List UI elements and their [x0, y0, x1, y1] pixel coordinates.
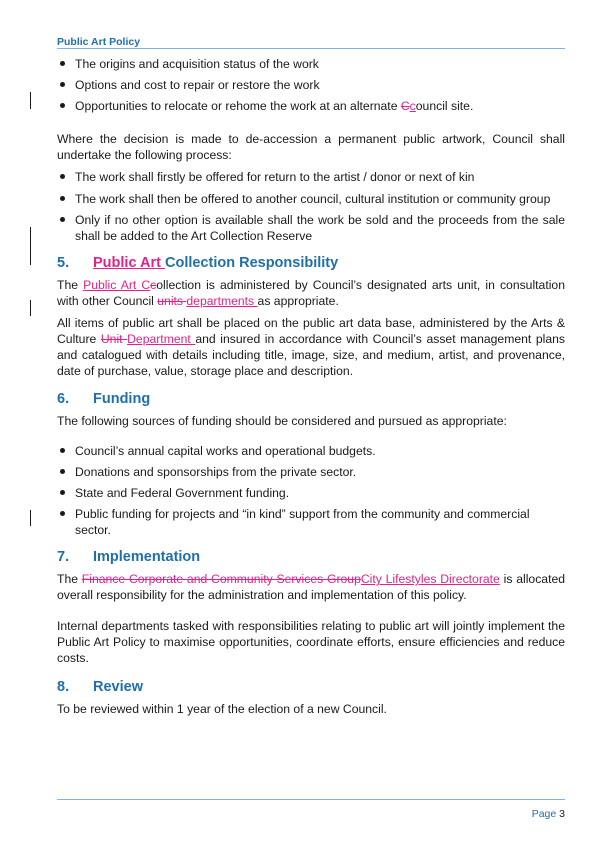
- list-item: The work shall then be offered to another council, cultural institution or community group: [57, 191, 565, 207]
- deleted-text: Finance Corporate and Community Services Group: [81, 572, 361, 587]
- departments-paragraph: Internal departments tasked with responsibilities relating to public art will jointly implement the Public Art Policy to maximise opportunities, coordinate efforts, ensure efficiencies and reduce costs.: [57, 618, 565, 665]
- page-body: [57, 56, 565, 723]
- header-divider: [57, 48, 565, 49]
- bullet-icon: [60, 103, 65, 108]
- bullet-icon: [60, 82, 65, 87]
- bullet-icon: [60, 217, 65, 222]
- list-item: Council’s annual capital works and operational budgets.: [57, 443, 565, 459]
- change-bar: [30, 510, 31, 526]
- inserted-text: City Lifestyles Directorate: [360, 572, 500, 587]
- bullet-icon: [60, 61, 65, 66]
- section-heading-7: 7. Implementation: [57, 549, 201, 566]
- deleted-text: c: [150, 277, 157, 292]
- deaccession-process-list: [57, 169, 565, 243]
- page-header: [57, 36, 565, 50]
- list-item: Public funding for projects and “in kind” support from the community and commercial sector.: [57, 506, 565, 538]
- inserted-text: c: [409, 99, 416, 114]
- list-item: State and Federal Government funding.: [57, 485, 565, 501]
- page-number: Page 3: [531, 808, 565, 820]
- bullet-icon: [60, 511, 65, 516]
- database-paragraph: All items of public art shall be placed on the public art data base, administered by the Arts & Culture Unit Department and insured in accordance with Council’s asset management plans and catalogued with details including title, image, size, and medium, artist, and provenance, date of purchase, value, storage place and description.: [57, 316, 565, 379]
- deleted-text: Unit: [100, 332, 128, 347]
- footer-divider: [57, 799, 565, 800]
- responsibility-paragraph: The Finance Corporate and Community Services GroupCity Lifestyles Directorate is allocated overall responsibility for the administration and implementation of this policy.: [57, 572, 566, 603]
- bullet-icon: [60, 196, 65, 201]
- collection-admin-paragraph: The Public Art Ccollection is administered by Council’s designated arts unit, in consultation with other Council units departments as appropriate.: [57, 277, 565, 309]
- change-bar: [30, 300, 31, 316]
- change-bar: [30, 92, 31, 109]
- funding-sources-list: [57, 443, 565, 538]
- review-paragraph: To be reviewed within 1 year of the election of a new Council.: [57, 701, 387, 716]
- bullet-icon: [60, 490, 65, 495]
- inserted-text: Public Art C: [83, 277, 151, 292]
- section-heading-6: 6. Funding: [57, 390, 151, 407]
- list-item: Options and cost to repair or restore the work: [57, 77, 565, 93]
- deleted-text: C: [400, 99, 410, 114]
- section-heading-8: 8. Review: [57, 678, 143, 695]
- bullet-icon: [60, 469, 65, 474]
- change-bar: [30, 227, 31, 265]
- inserted-text: departments: [186, 294, 258, 309]
- section-heading-5: 5. Public Art Collection Responsibility: [57, 254, 339, 271]
- list-item: Only if no other option is available shall the work be sold and the proceeds from the sale shall be added to the Art Collection Reserve: [57, 212, 565, 244]
- deleted-text: units: [157, 294, 187, 309]
- deaccession-paragraph: Where the decision is made to de-accession a permanent public artwork, Council shall undertake the following process:: [57, 132, 565, 163]
- list-item: The origins and acquisition status of the work: [57, 56, 565, 72]
- document-title: Public Art Policy: [57, 36, 141, 48]
- bullet-icon: [60, 448, 65, 453]
- inserted-text: Department: [127, 332, 196, 347]
- list-item: The work shall firstly be offered for return to the artist / donor or next of kin: [57, 169, 565, 185]
- inserted-text: Public Art: [93, 254, 165, 271]
- list-item: Opportunities to relocate or rehome the work at an alternate Ccouncil site.: [57, 98, 565, 114]
- bullet-icon: [60, 174, 65, 179]
- review-criteria-list: [57, 56, 565, 114]
- funding-intro: The following sources of funding should be considered and pursued as appropriate:: [57, 413, 507, 428]
- list-item: Donations and sponsorships from the private sector.: [57, 464, 565, 480]
